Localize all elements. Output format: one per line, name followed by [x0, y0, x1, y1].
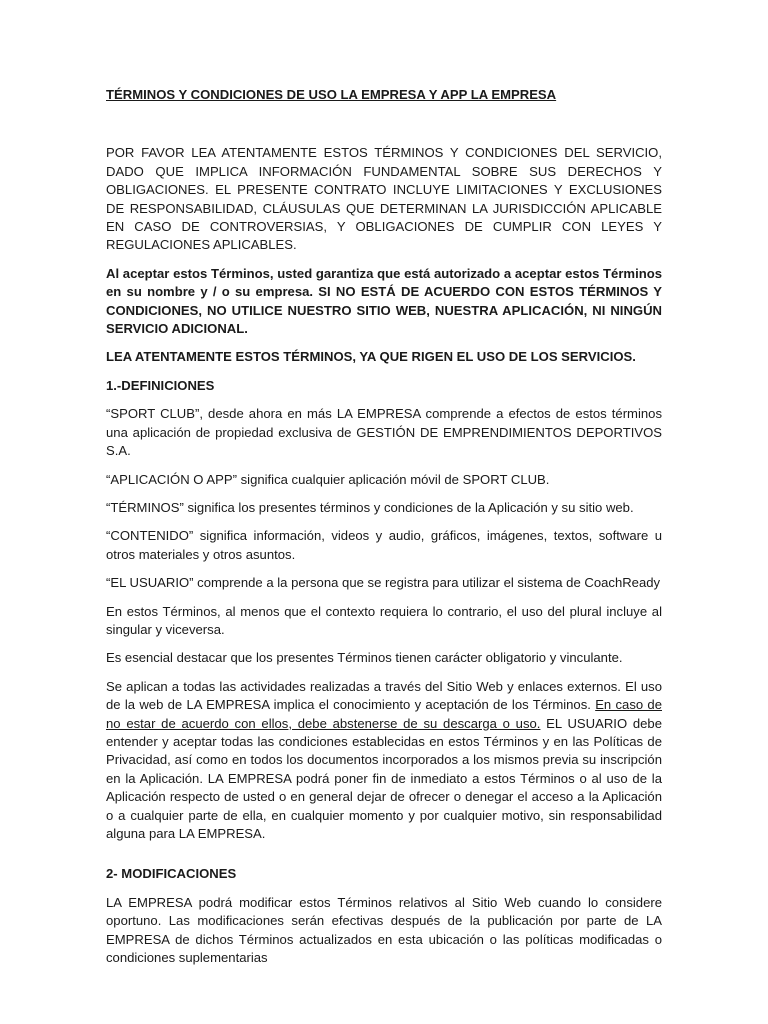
- mandatory-paragraph: Es esencial destacar que los presentes Términos tienen carácter obligatorio y vinculante.: [106, 650, 623, 666]
- acceptance-paragraph: [106, 265, 662, 339]
- section-2-heading: 2- MODIFICACIONES: [106, 866, 237, 882]
- definition-usuario: “EL USUARIO” comprende a la persona que se registra para utilizar el sistema de CoachReady: [106, 575, 661, 591]
- plural-paragraph: En estos Términos, al menos que el contexto requiera lo contrario, el uso del plural incluye al singular y viceversa.: [106, 603, 662, 637]
- abstain-notice: En caso de no estar de acuerdo con ellos, debe abstenerse de su descarga o uso.: [106, 697, 662, 731]
- modifications-paragraph: LA EMPRESA podrá modificar estos Términos relativos al Sitio Web cuando lo considere oportuno. Las modificaciones serán efectivas después de la publicación por parte de LA EMPRESA de dichos Términos actualizados en esta ubicación o las políticas modificadas o condiciones suplementarias: [106, 894, 662, 966]
- disagree-warning: SI NO ESTÁ DE ACUERDO CON ESTOS TÉRMINOS Y CONDICIONES, NO UTILICE NUESTRO SITIO WEB, NUESTRA APLICACIÓN, NI NINGÚN SERVICIO ADICIONAL.: [106, 284, 662, 337]
- document-title: TÉRMINOS Y CONDICIONES DE USO LA EMPRESA Y APP LA EMPRESA: [106, 87, 557, 102]
- intro-paragraph: POR FAVOR LEA ATENTAMENTE ESTOS TÉRMINOS Y CONDICIONES DEL SERVICIO, DADO QUE IMPLICA INFORMACIÓN FUNDAMENTAL SOBRE SUS DERECHOS Y OBLIGACIONES. EL PRESENTE CONTRATO INCLUYE LIMITACIONES Y EXCLUSIONES DE RESPONSABILIDAD, CLÁUSULAS QUE DETERMINAN LA JURISDICCIÓN APLICABLE EN CASO DE CONTROVERSIAS, Y OBLIGACIONES DE CUMPLIR CON LEYES Y REGULACIONES APLICABLES.: [106, 145, 662, 253]
- acceptance-text: Al aceptar estos Términos, usted garantiza que está autorizado a aceptar estos Términos en su nombre y / o su empresa.: [106, 265, 662, 300]
- section-1-heading: 1.-DEFINICIONES: [106, 377, 215, 393]
- scope-text-1: Se aplican a todas las actividades realizadas a través del Sitio Web y enlaces externos. El uso de la web de LA EMPRESA implica el conocimiento y aceptación de los Términos.: [106, 678, 662, 713]
- read-carefully-paragraph: LEA ATENTAMENTE ESTOS TÉRMINOS, YA QUE RIGEN EL USO DE LOS SERVICIOS.: [106, 349, 636, 365]
- definition-sport-club: “SPORT CLUB”, desde ahora en más LA EMPRESA comprende a efectos de estos términos una aplicación de propiedad exclusiva de GESTIÓN DE EMPRENDIMIENTOS DEPORTIVOS S.A.: [106, 406, 662, 459]
- definition-terminos: “TÉRMINOS” significa los presentes términos y condiciones de la Aplicación y su sitio web.: [106, 499, 634, 515]
- definition-app: “APLICACIÓN O APP” significa cualquier aplicación móvil de SPORT CLUB.: [106, 471, 550, 487]
- application-scope-paragraph: [106, 678, 662, 844]
- scope-text-2: EL USUARIO debe entender y aceptar todas las condiciones establecidas en estos Términos y en las Políticas de Privacidad, así como en todos los documentos incorporados a los mismos previa su inscripción en la Aplicación. LA EMPRESA podrá poner fin de inmediato a estos Términos o al uso de la Aplicación respecto de usted o en general dejar de ofrecer o denegar el acceso a la Aplicación o a cualquier parte de ella, en cualquier momento y por cualquier motivo, sin responsabilidad alguna para LA EMPRESA.: [106, 715, 663, 841]
- document-page: [106, 86, 662, 977]
- definition-contenido: “CONTENIDO” significa información, videos y audio, gráficos, imágenes, textos, software u otros materiales y otros asuntos.: [106, 528, 662, 562]
